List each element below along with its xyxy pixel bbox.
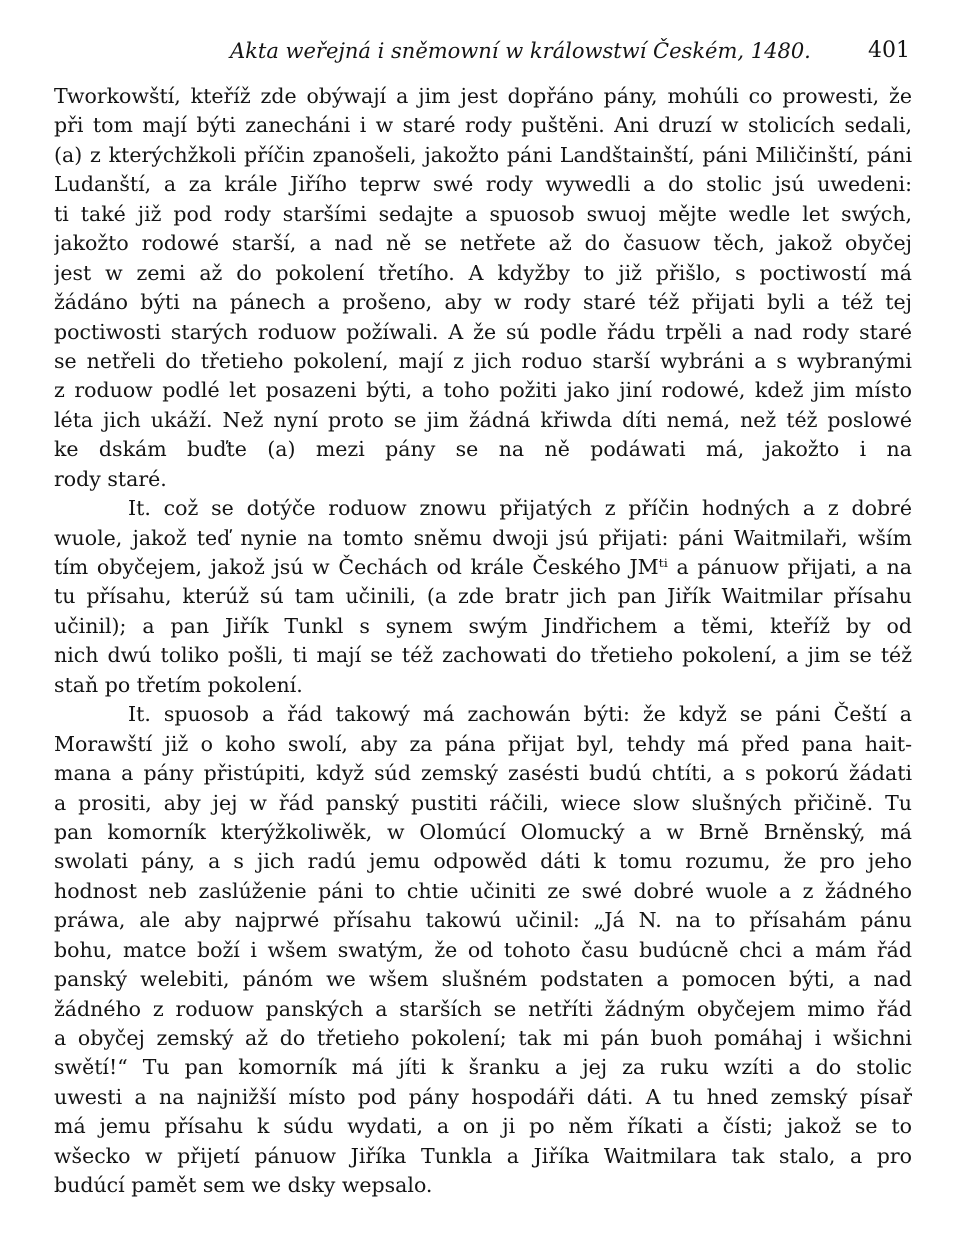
- text-line: při tom mají býti zanecháni i w staré rody puštěni. Ani druzí w stolicích sedali,: [54, 113, 912, 138]
- text-line: panský welebiti, pánóm we wšem slušném podstaten a pomocen býti, a nad: [54, 967, 912, 992]
- text-line: ke dskám buďte (a) mezi pány se na ně podáwati má, jakožto i na: [54, 437, 912, 462]
- text-line: uwesti a na najnižší místo pod pány hospodáři dáti. A tu hned zemský písař: [54, 1084, 912, 1109]
- text-line: ti také již pod rody staršími sedajte a spuosob swuoj mějte wedle let swých,: [54, 201, 912, 226]
- paragraph-end-line: rody staré.: [54, 466, 167, 491]
- text-line: poctiwosti starých roduow požíwali. A že sú podle řádu trpěli a nad rody staré: [54, 319, 912, 344]
- text-line: má jemu přísahu k súdu wydati, a on ji po něm říkati a čísti; jakož se to: [54, 1114, 912, 1139]
- text-line: žádáno býti na pánech a prošeno, aby w rody staré též přijati byli a též tej: [54, 290, 912, 315]
- text-line: Ludanští, a za krále Jiřího teprw swé rody wywedli a do stolic jsú uwedeni:: [54, 172, 912, 197]
- page-number: 401: [868, 38, 910, 63]
- text-line: pan komorník kterýžkoliwěk, w Olomúcí Olomucký a w Brně Brněnský, má: [54, 819, 912, 844]
- text-line: jakožto rodowé starší, a nad ně se netřete až do časuow těch, jakož obyčej: [54, 231, 912, 256]
- text-line: swětí!“ Tu pan komorník má jíti k šranku a jej za ruku wzíti a do stolic: [54, 1055, 912, 1080]
- text-line: nich dwú toliko pošli, ti mají se též zachowati do třetieho pokolení, a jim se též: [54, 643, 912, 668]
- text-line: wšecko w přijetí pánuow Jiříka Tunkla a Jiříka Waitmilara tak stalo, a pro: [54, 1143, 912, 1168]
- text-line: bohu, matce boží i wšem swatým, že od tohoto času budúcně chci a mám řád: [54, 937, 912, 962]
- text-line: tu přísahu, kterúž sú tam učinili, (a zde bratr jich pan Jiřík Waitmilar přísahu: [54, 584, 912, 609]
- text-line: swolati pány, a s jich radú jemu odpowěd dáti k tomu rozumu, že pro jeho: [54, 849, 912, 874]
- paragraph-end-line: staň po třetím pokolení.: [54, 672, 303, 697]
- body-text: [54, 82, 912, 1201]
- text-line: léta jich ukáží. Než nyní proto se jim žádná křiwda díti nemá, než též poslowé: [54, 407, 912, 432]
- text-line: Tworkowští, kteříž zde obýwají a jim jest dopřáno pány, mohúli co prowesti, že: [54, 84, 912, 108]
- text-line: wuole, jakož teď nynie na tomto sněmu dwoji jsú přijati: páni Waitmilaři, wším: [54, 525, 912, 550]
- text-line: a obyčej zemský až do třetieho pokolení; tak mi pán buoh pomáhaj i wšichni: [54, 1026, 912, 1050]
- text-line: a prositi, aby jej w řád panský pustiti ráčili, wiece slow slušných přičině. Tu: [54, 790, 912, 815]
- paragraph-end-line: budúcí pamět sem we dsky wepsalo.: [54, 1173, 433, 1198]
- running-header: Akta weřejná i sněmowní w králowstwí Českém, 1480.: [230, 39, 811, 63]
- text-line: z roduow podlé let posazeni býti, a toho požiti jako jiní rodowé, kdež jim místo: [54, 378, 912, 403]
- paragraph-start-line: It. což se dotýče roduow znowu přijatých z příčin hodných a z dobré: [128, 496, 912, 521]
- text-line: Morawští již o koho swolí, aby za pána přijat byl, tehdy má před pana hait-: [54, 731, 912, 756]
- text-line: žádného z roduow panských a starších se netříti žádným obyčejem mimo řád: [54, 996, 912, 1021]
- text-line: hodnost neb zaslúženie páni to chtie učiniti ze swé dobré wuole a z žádného: [54, 878, 912, 903]
- text-line: mana a pány přistúpiti, když súd zemský zasésti budú chtíti, a s pokorú žádati: [54, 761, 912, 786]
- text-line: tím obyčejem, jakož jsú w Čechách od krále Českého JMᵗⁱ a pánuow přijati, a na: [54, 555, 912, 579]
- text-line: práwa, ale aby najprwé přísahu takowú učinil: „Já N. na to přísahám pánu: [54, 908, 912, 933]
- text-line: se netřeli do třetieho pokolení, mají z jich roduo starší wybráni a s wybranými: [54, 348, 912, 373]
- text-line: učinil); a pan Jiřík Tunkl s synem swým Jindřichem a těmi, kteříž by od: [54, 613, 912, 638]
- paragraph-start-line: It. spuosob a řád takowý má zachowán býti: že když se páni Čeští a: [128, 702, 912, 727]
- text-line: (a) z kterýchžkoli příčin zpanošeli, jakožto páni Landštainští, páni Miličinští, páni: [54, 142, 912, 167]
- text-line: jest w zemi až do pokolení třetího. A kdyžby to již přišlo, s poctiwostí má: [54, 260, 912, 285]
